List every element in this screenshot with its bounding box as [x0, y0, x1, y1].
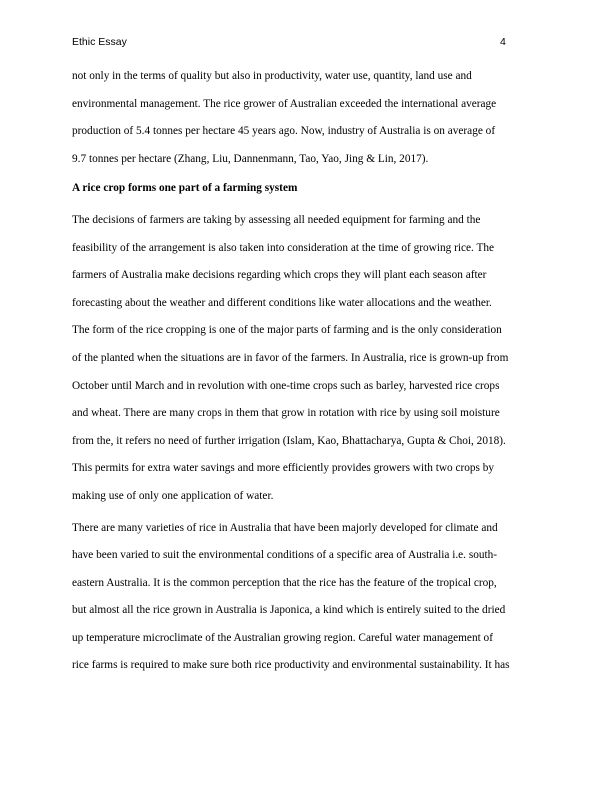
text-line: and wheat. There are many crops in them that grow in rotation with rice by using soil moisture: [72, 407, 500, 420]
text-line: October until March and in revolution with one-time crops such as barley, harvested rice crops: [72, 379, 500, 392]
text-line: 9.7 tonnes per hectare (Zhang, Liu, Dannenmann, Tao, Yao, Jing & Lin, 2017).: [72, 152, 429, 165]
running-header-title: Ethic Essay: [72, 36, 127, 48]
paragraph: [72, 207, 540, 511]
text-line: making use of only one application of water.: [72, 489, 274, 502]
heading-text: A rice crop forms one part of a farming system: [72, 182, 298, 195]
text-line: but almost all the rice grown in Australia is Japonica, a kind which is entirely suited to the dried: [72, 604, 506, 617]
text-line: farmers of Australia make decisions regarding which crops they will plant each season after: [72, 269, 487, 282]
text-line: from the, it refers no need of further irrigation (Islam, Kao, Bhattacharya, Gupta & Choi, 2018).: [72, 434, 506, 447]
text-line: have been varied to suit the environmental conditions of a specific area of Australia i.e. south-: [72, 549, 498, 562]
text-line: This permits for extra water savings and more efficiently provides growers with two crops by: [72, 462, 495, 475]
document-body: [72, 63, 540, 680]
paragraph: [72, 63, 540, 173]
text-line: rice farms is required to make sure both rice productivity and environmental sustainability. It has: [72, 659, 510, 672]
text-line: environmental management. The rice grower of Australian exceeded the international average: [72, 97, 497, 110]
paragraph: [72, 515, 540, 681]
text-line: The form of the rice cropping is one of the major parts of farming and is the only consideration: [72, 324, 502, 337]
text-line: forecasting about the weather and different conditions like water allocations and the weather.: [72, 296, 492, 309]
text-line: production of 5.4 tonnes per hectare 45 years ago. Now, industry of Australia is on average of: [72, 125, 496, 138]
page-number: 4: [500, 36, 506, 48]
text-line: of the planted when the situations are in favor of the farmers. In Australia, rice is grown-up from: [72, 351, 509, 364]
text-line: feasibility of the arrangement is also taken into consideration at the time of growing rice. The: [72, 241, 495, 254]
section-heading: [72, 175, 540, 203]
text-line: eastern Australia. It is the common perception that the rice has the feature of the tropical crop,: [72, 576, 497, 589]
text-line: up temperature microclimate of the Australian growing region. Careful water management of: [72, 631, 493, 644]
text-line: There are many varieties of rice in Australia that have been majorly developed for climate and: [72, 521, 498, 534]
text-line: The decisions of farmers are taking by assessing all needed equipment for farming and the: [72, 213, 481, 226]
text-line: not only in the terms of quality but also in productivity, water use, quantity, land use and: [72, 70, 472, 82]
